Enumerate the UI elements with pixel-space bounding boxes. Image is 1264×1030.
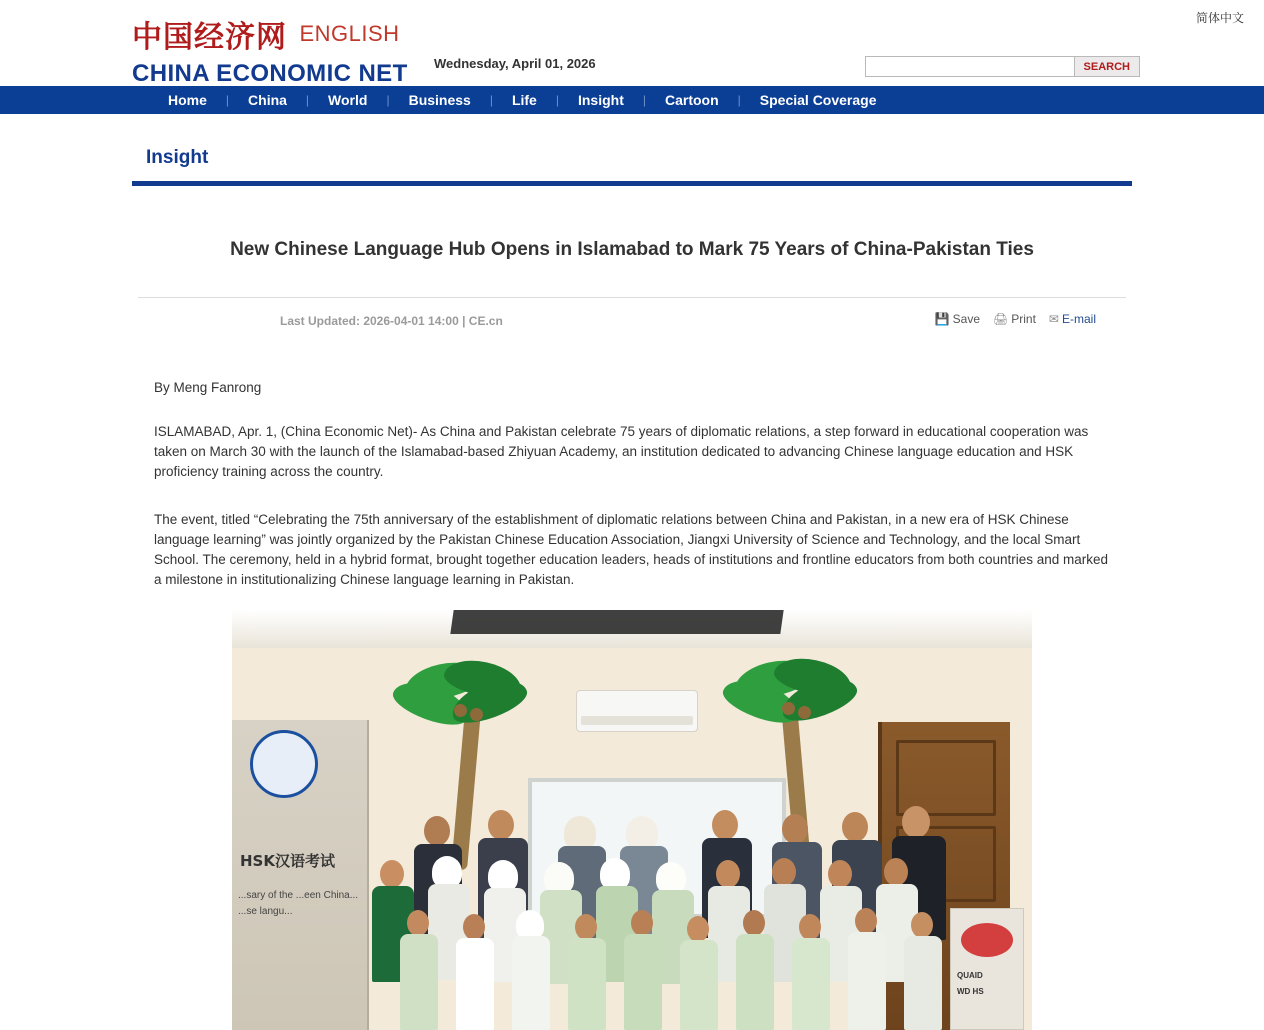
banner-subtitle: ...sary of the ...een China... ...se langu... <box>238 889 359 917</box>
email-button[interactable] <box>1049 312 1096 326</box>
nav-separator: | <box>642 93 646 107</box>
floppy-disk-icon: 💾 <box>934 311 950 326</box>
printer-icon: 🖨 <box>993 311 1009 326</box>
site-header <box>0 0 1264 86</box>
logo-chinese-text: 中国经济网 <box>132 20 287 55</box>
nav-item-special-coverage[interactable]: Special Coverage <box>759 92 877 108</box>
logo-english-title: CHINA ECONOMIC NET <box>132 60 408 87</box>
print-button[interactable] <box>993 312 1036 326</box>
logo-english-tag: ENGLISH <box>299 21 400 46</box>
save-button[interactable] <box>935 312 980 326</box>
email-label: E-mail <box>1061 311 1096 326</box>
banner-line-2: WD HS <box>957 986 984 996</box>
banner-graphic <box>961 923 1013 957</box>
envelope-icon: ✉ <box>1048 311 1059 326</box>
event-banner <box>232 720 369 1030</box>
language-switch-link[interactable]: 简体中文 <box>1195 11 1244 25</box>
content-wrapper <box>132 114 1132 1030</box>
air-conditioner <box>576 690 698 732</box>
photo-scene <box>232 610 1032 1030</box>
current-date: Wednesday, April 01, 2026 <box>434 56 596 71</box>
palm-leaves-left <box>392 660 542 734</box>
section-divider <box>132 181 1132 186</box>
article-timestamp: Last Updated: 2026-04-01 14:00 | CE.cn <box>280 313 503 328</box>
article-headline: New Chinese Language Hub Opens in Islamabad to Mark 75 Years of China-Pakistan Ties <box>230 238 1034 260</box>
article-byline: By Meng Fanrong <box>154 379 262 395</box>
save-label: Save <box>952 311 980 326</box>
search-box[interactable] <box>865 56 1140 77</box>
nav-separator: | <box>489 93 493 107</box>
palm-leaves-right <box>722 658 872 732</box>
banner-seal-icon <box>250 730 318 798</box>
search-input[interactable] <box>866 57 1074 76</box>
nav-separator: | <box>386 93 390 107</box>
nav-separator: | <box>225 93 230 107</box>
nav-item-home[interactable]: Home <box>168 92 207 108</box>
article-paragraph: ISLAMABAD, Apr. 1, (China Economic Net)- As China and Pakistan celebrate 75 years of diplomatic relations, a step forward in educational cooperation was taken on March 30 with the launch of the Islamabad-based Zhiyuan Academy, an institution dedicated to advancing Chinese language education and HSK proficiency training across the country. <box>154 424 1089 480</box>
nav-item-life[interactable]: Life <box>511 92 537 108</box>
article-meta-row <box>132 298 1132 344</box>
nav-separator: | <box>737 93 741 107</box>
section-title: Insight <box>146 147 209 168</box>
nav-item-china[interactable]: China <box>248 92 287 108</box>
nav-item-insight[interactable]: Insight <box>577 92 624 108</box>
main-navigation <box>0 86 1264 114</box>
nav-item-world[interactable]: World <box>328 92 368 108</box>
photo-ceiling <box>232 610 1032 648</box>
photo-ceiling-beam <box>450 610 783 634</box>
nav-separator: | <box>305 93 310 107</box>
article-photo <box>232 610 1032 1030</box>
banner-line-1: QUAID <box>957 970 983 980</box>
banner-title: HSK汉语考试 <box>240 851 335 870</box>
article-paragraph: The event, titled “Celebrating the 75th anniversary of the establishment of diplomatic relations between China and Pakistan, in a new era of HSK Chinese language learning” was jointly organized by the Pakistan Chinese Education Association, Jiangxi University of Science and Technology, and the local Smart School. The ceremony, held in a hybrid format, brought together education leaders, heads of institutions and frontline educators from both countries and marked a milestone in institutionalizing Chinese language learning in Pakistan. <box>154 511 1109 587</box>
nav-separator: | <box>555 93 559 107</box>
print-label: Print <box>1011 311 1036 326</box>
site-logo[interactable] <box>132 12 562 88</box>
nav-item-cartoon[interactable]: Cartoon <box>664 92 719 108</box>
nav-item-business[interactable]: Business <box>408 92 471 108</box>
roll-up-banner <box>950 908 1024 1030</box>
article-tools <box>935 312 1096 326</box>
search-button[interactable]: SEARCH <box>1074 57 1139 76</box>
